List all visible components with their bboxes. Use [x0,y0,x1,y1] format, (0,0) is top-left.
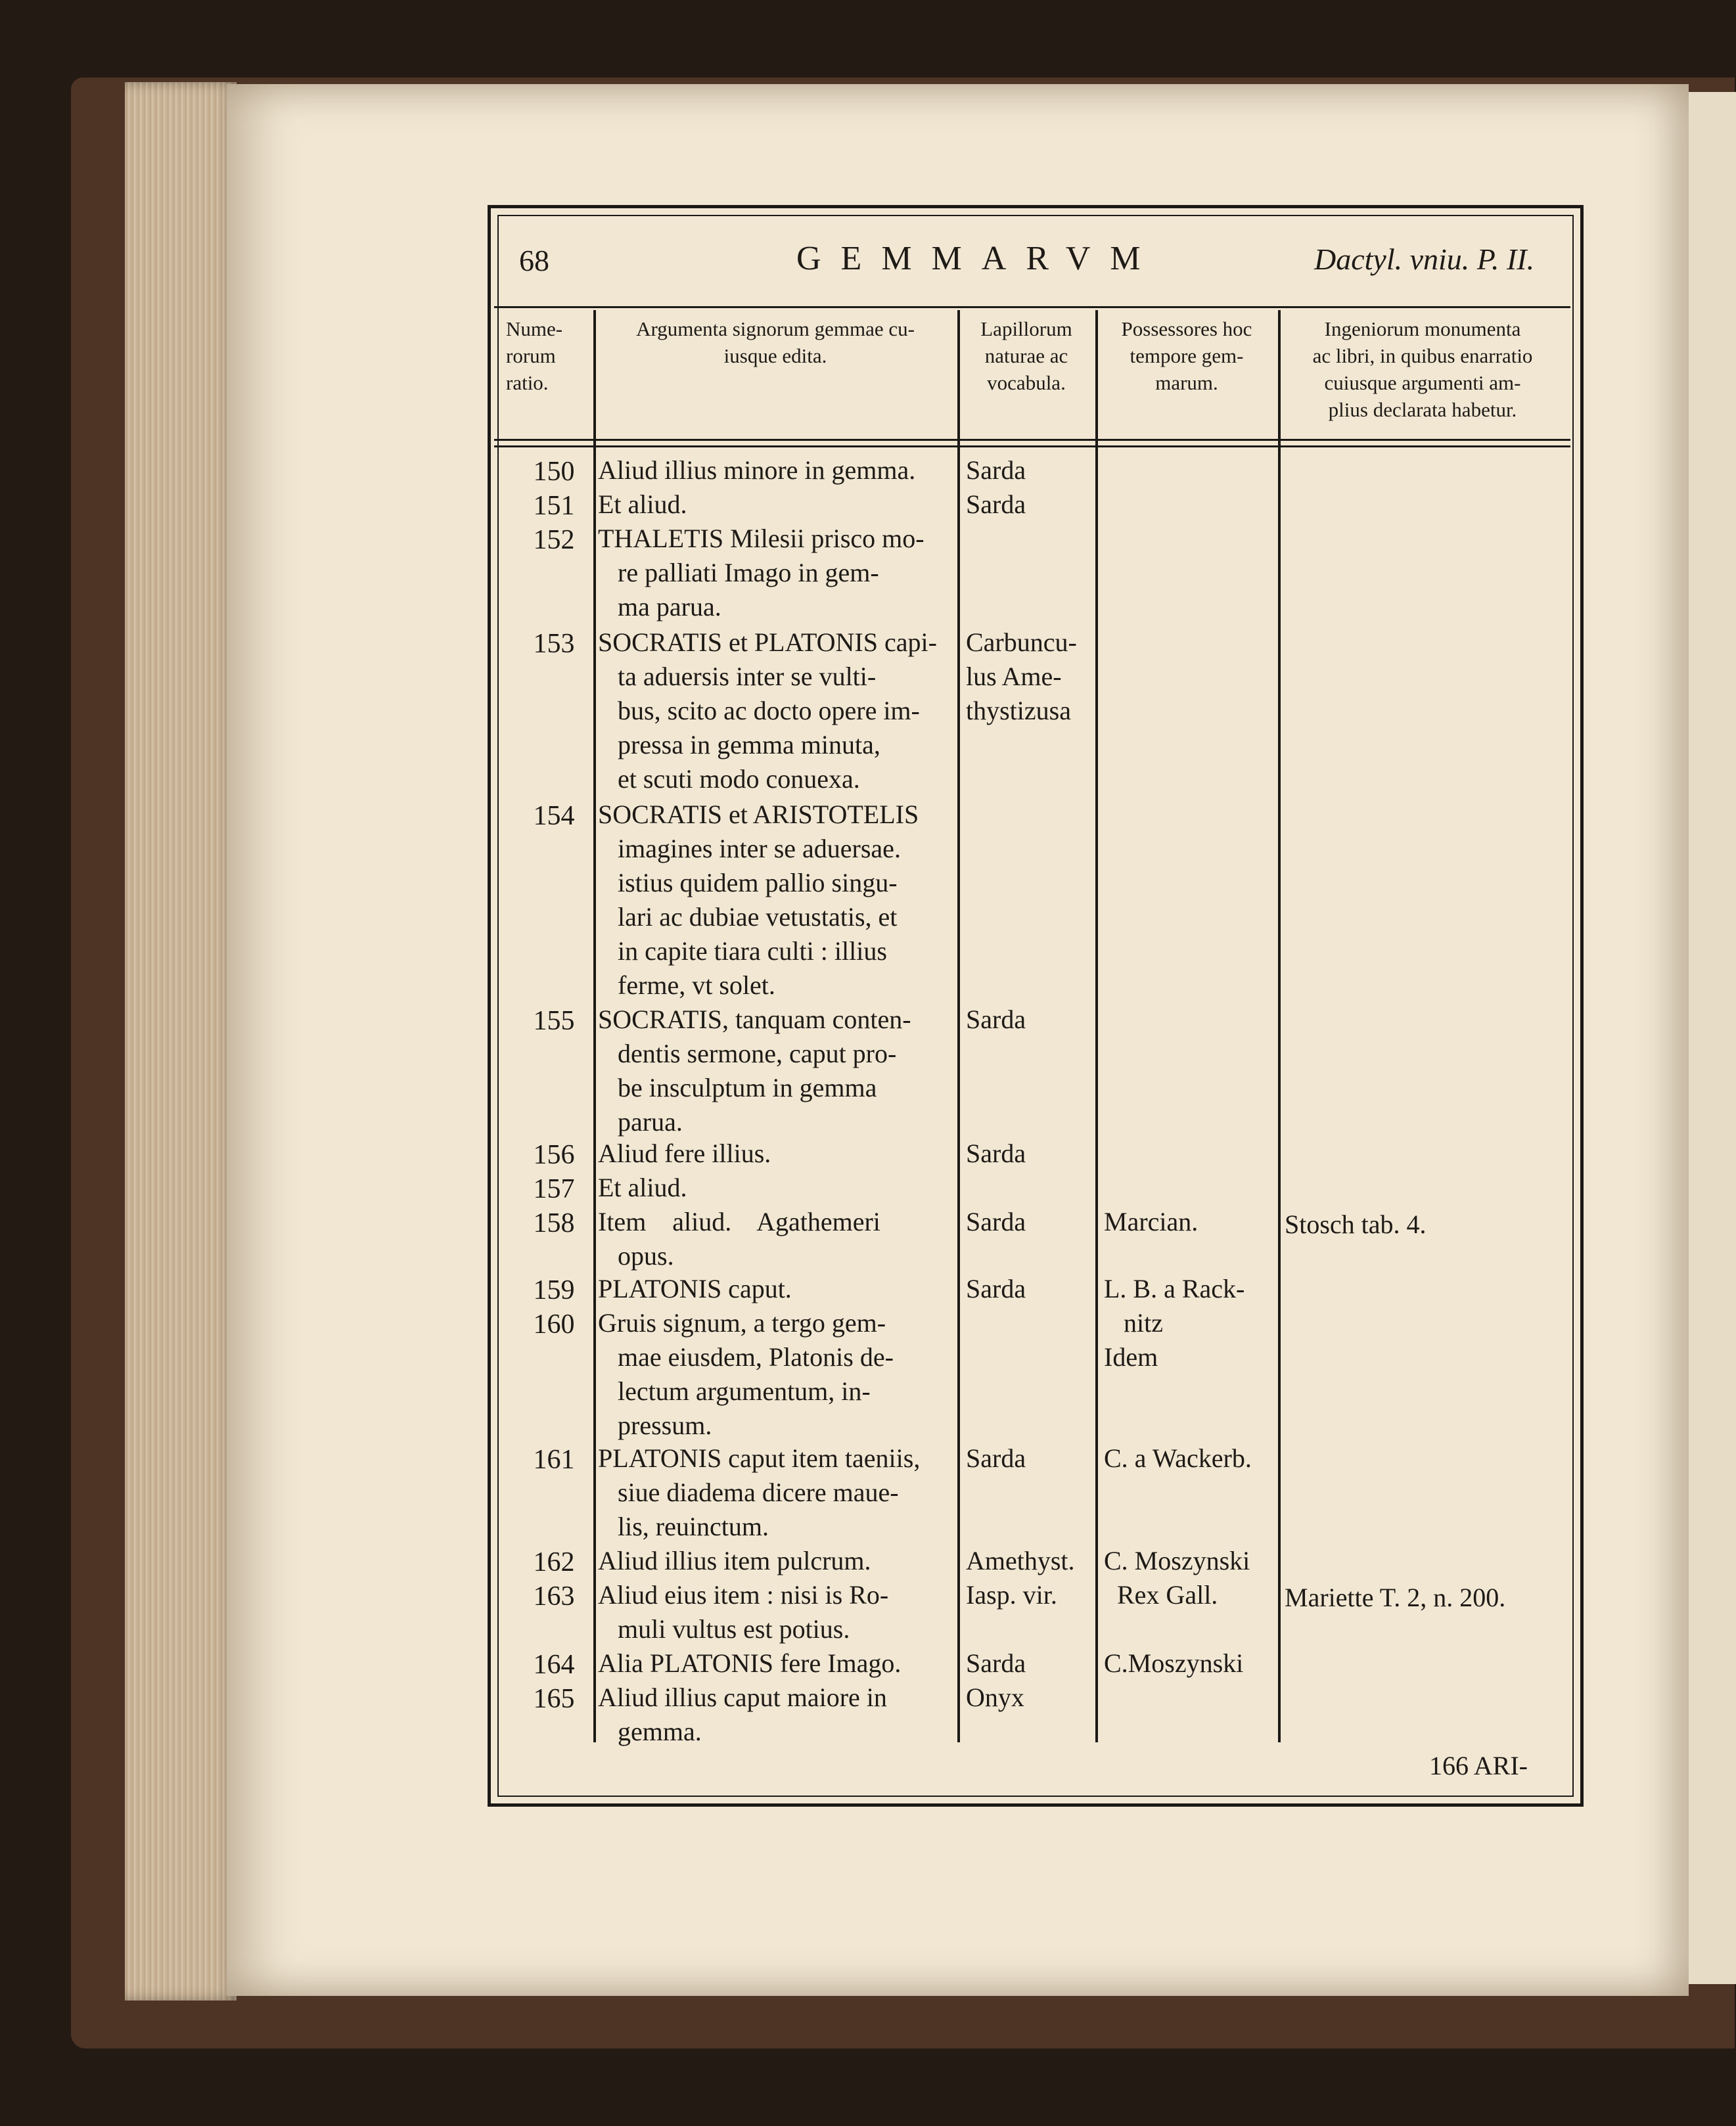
entry-owner: Idem [1104,1342,1158,1372]
entry-description: SOCRATIS, tanquam conten- dentis sermone, caput pro- be insculptum in gemma parua. [598,1005,911,1137]
entry-stone: Sarda [966,1139,1026,1168]
entry-owner: Marcian. [1104,1207,1199,1236]
entry-stone: Sarda [966,455,1026,485]
entry-description: PLATONIS caput item taeniis, siue diademа dicere maue- lis, reuinctum. [598,1443,921,1541]
page-number: 68 [519,244,549,277]
header-bottom-rule [494,439,1570,441]
entry-number: 160 [533,1309,575,1340]
column-divider-3 [1095,310,1098,1742]
entry-number: 163 [533,1581,575,1612]
column-divider-1 [593,310,596,1742]
entry-stone: Sarda [966,1443,1026,1473]
entry-number: 156 [533,1140,575,1170]
entry-literature: Stosch tab. 4. [1285,1210,1427,1239]
entry-stone: Sarda [966,1648,1026,1678]
facing-page-edge [1685,92,1736,1984]
header-numbers: Nume- rorum ratio. [506,317,563,394]
header-stones: Lapillorum naturae ac vocabula. [980,317,1072,394]
entry-description: Aliud fere illius. [598,1139,771,1168]
entry-description: THALETIS Milesii prisco mo- re palliati Imago in gem- ma parua. [598,524,925,622]
entry-description: Aliud eius item : nisi is Ro- muli vultus est potius. [598,1580,889,1644]
entry-number: 161 [533,1445,575,1475]
entry-stone: Carbuncu- lus Ame- thystizusa [966,627,1077,725]
running-title: GEMMARVM [796,240,1160,277]
entry-number: 151 [533,491,575,521]
column-divider-4 [1278,310,1281,1742]
header-double-rule [494,445,1570,447]
entry-stone: Sarda [966,489,1026,519]
entry-description: Gruis signum, a tergo gem- mae eiusdem, Platonis de- lectum argumentum, in- pressum. [598,1308,894,1440]
entry-number: 157 [533,1174,575,1204]
entry-number: 152 [533,525,575,555]
page-edges [125,82,237,2001]
entry-description: Aliud illius caput maiore in gemma. [598,1683,887,1746]
entry-owner: C. a Wackerb. [1104,1443,1252,1473]
header-argument: Argumenta signorum gemmae cu- iusque edita. [636,317,915,367]
entry-owner: C. Moszynski [1104,1546,1250,1575]
entry-stone: Onyx [966,1683,1024,1712]
entry-number: 150 [533,457,575,487]
entry-owner: L. B. a Rack- nitz [1104,1274,1245,1338]
entry-number: 162 [533,1547,575,1577]
entry-number: 153 [533,629,575,659]
entry-owner: C.Moszynski [1104,1648,1244,1678]
header-top-rule [494,306,1570,308]
entry-number: 155 [533,1006,575,1036]
entry-stone: Iasp. vir. [966,1580,1057,1610]
entry-number: 158 [533,1208,575,1238]
entry-description: SOCRATIS et ARISTOTELIS imagines inter se aduersae. istius quidem pallio singu- lari ac dubiae vetustatis, et in capite tiara culti : illius ferme, vt solet. [598,800,919,1000]
entry-description: Item aliud. Agathemeri opus. [598,1207,880,1271]
entry-owner: Rex Gall. [1104,1580,1218,1610]
entry-number: 154 [533,801,575,831]
entry-description: Aliud illius item pulcrum. [598,1546,871,1575]
entry-description: Et aliud. [598,1173,687,1202]
entry-stone: Sarda [966,1207,1026,1236]
entry-number: 159 [533,1275,575,1305]
catchword: 166 ARI- [1429,1751,1528,1780]
entry-description: PLATONIS caput. [598,1274,792,1303]
entry-description: Aliud illius minore in gemma. [598,455,916,485]
header-literature: Ingeniorum monumenta ac libri, in quibus enarratio cuiusque argumenti am- plius declarata habetur. [1312,317,1533,421]
entry-number: 165 [533,1684,575,1714]
entry-stone: Sarda [966,1005,1026,1034]
entry-stone: Amethyst. [966,1546,1075,1575]
entry-literature: Mariette T. 2, n. 200. [1285,1583,1506,1612]
header-owners: Possessores hoc tempore gem- marum. [1121,317,1252,394]
entry-description: SOCRATIS et PLATONIS capi- ta aduersis inter se vulti- bus, scito ac docto opere im- pressa in gemma minuta, et scuti modo conuexa. [598,627,937,794]
entry-number: 164 [533,1650,575,1680]
entry-description: Alia PLATONIS fere Imago. [598,1648,902,1678]
entry-description: Et aliud. [598,489,687,519]
running-head-right: Dactyl. vniu. P. II. [1314,242,1535,276]
column-divider-2 [957,310,960,1742]
entry-stone: Sarda [966,1274,1026,1303]
